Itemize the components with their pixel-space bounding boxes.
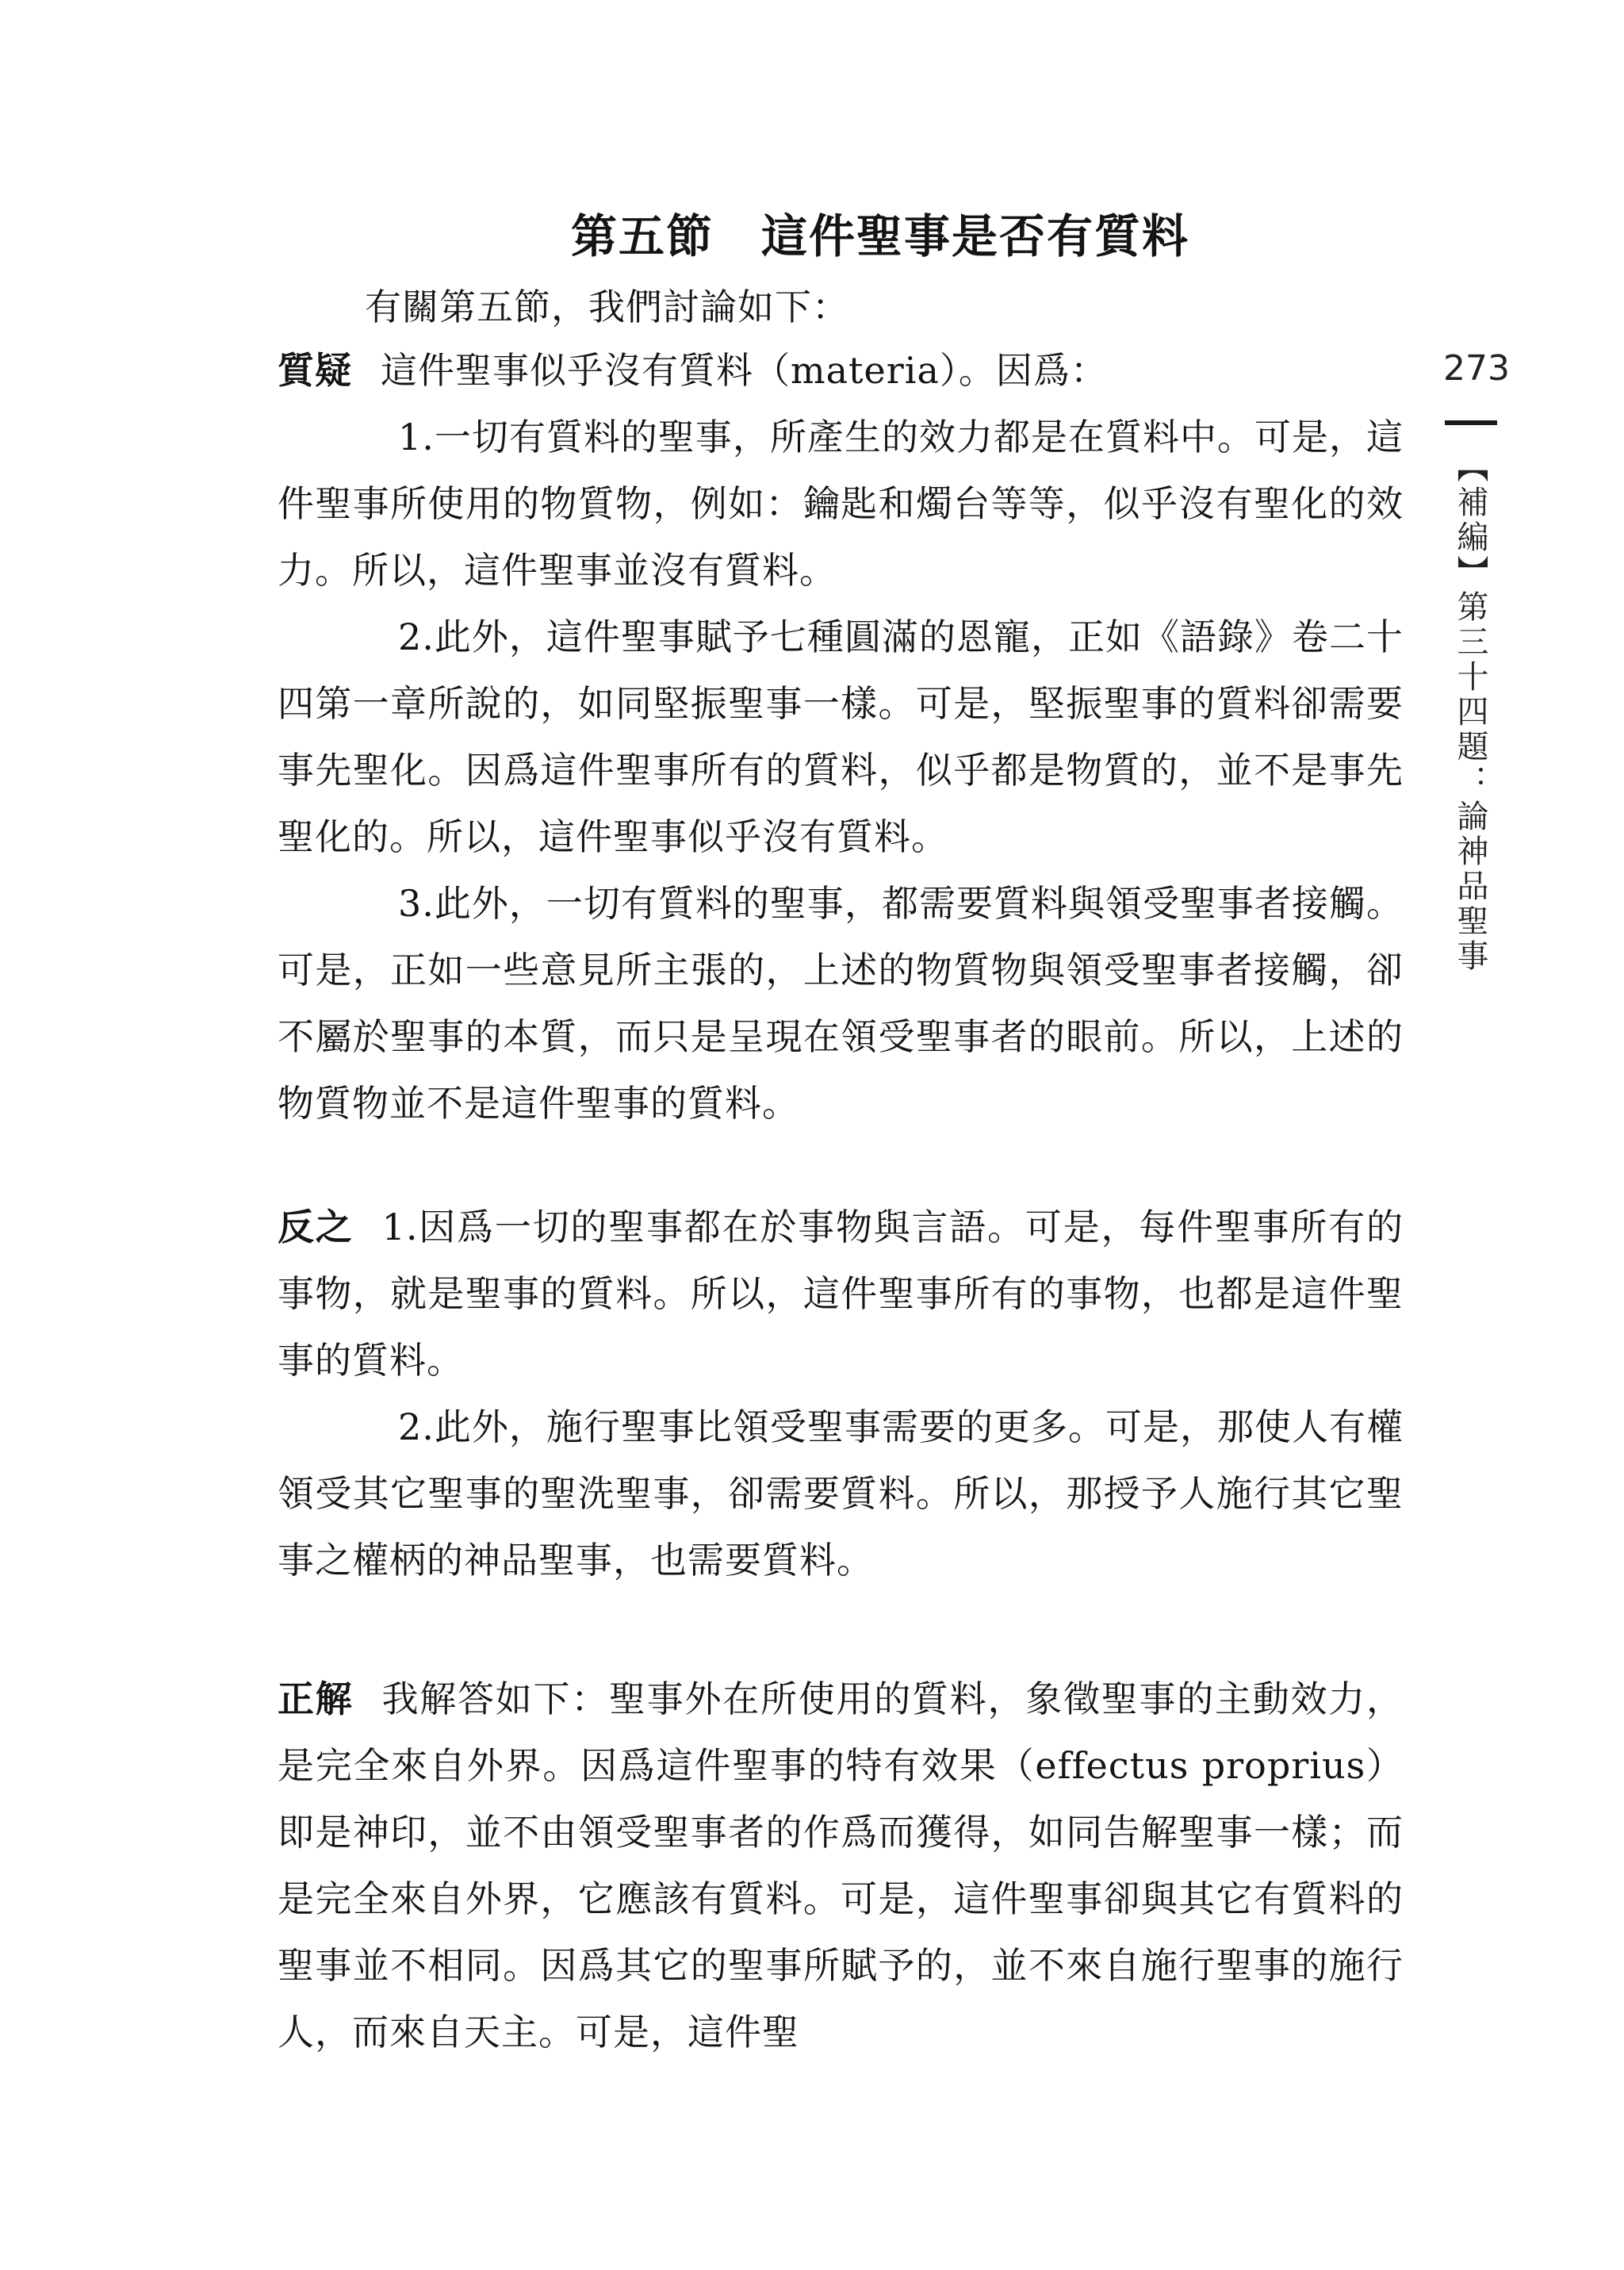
- contra-second: 2.此外，施行聖事比領受聖事需要的更多。可是，那使人有權領受其它聖事的聖洗聖事，卻需要質料。所以，那授予人施行其它聖事之權柄的神品聖事，也需要質料。: [278, 1405, 1404, 1582]
- answer-text: 我解答如下：聖事外在所使用的質料，象徵聖事的主動效力，是完全來自外界。因爲這件聖事的特有效果（effectus proprius）即是神印，並不由領受聖事者的作爲而獲得，如同告解聖事一樣；而是完全來自外界，它應該有質料。可是，這件聖事卻與其它有質料的聖事並不相同。因爲其它的聖事所賦予的，並不來自施行聖事的施行人，而來自天主。可是，這件聖: [278, 1678, 1404, 2053]
- objection-lead: 這件聖事似乎沒有質料（materia）。因爲：: [381, 349, 1108, 392]
- answer-label: 正解: [278, 1678, 354, 1720]
- objection-point-3: 3.此外，一切有質料的聖事，都需要質料與領受聖事者接觸。可是，正如一些意見所主張的，上述的物質物與領受聖事者接觸，卻不屬於聖事的本質，而只是呈現在領受聖事者的眼前。所以，上述的物質物並不是這件聖事的質料。: [278, 882, 1404, 1125]
- contra-first: 1.因爲一切的聖事都在於事物與言語。可是，每件聖事所有的事物，就是聖事的質料。所以，這件聖事所有的事物，也都是這件聖事的質料。: [278, 1206, 1404, 1382]
- contra-first-paragraph: [278, 1194, 1404, 1394]
- contra-label: 反之: [278, 1206, 354, 1248]
- header-rule: [1445, 420, 1497, 425]
- contra-block: [278, 1194, 1404, 1593]
- objection-point-1: 1.一切有質料的聖事，所產生的效力都是在質料中。可是，這件聖事所使用的物質物，例如：鑰匙和燭台等等，似乎沒有聖化的效力。所以，這件聖事並沒有質料。: [278, 416, 1404, 592]
- section-title: 第五節 這件聖事是否有質料: [570, 209, 1189, 263]
- page-number: 273: [1443, 348, 1510, 389]
- objection-lead-paragraph: [278, 337, 1404, 404]
- running-header: 【補編】第三十四題：論神品聖事: [1452, 451, 1488, 974]
- objection-block: [278, 337, 1404, 1137]
- answer-paragraph: [278, 1666, 1404, 2065]
- objection-label: 質疑: [278, 349, 352, 392]
- intro-paragraph: 有關第五節，我們討論如下：: [365, 286, 849, 328]
- answer-block: [278, 1666, 1404, 2065]
- intro-block: [278, 274, 1404, 340]
- objection-point-2: 2.此外，這件聖事賦予七種圓滿的恩寵，正如《語錄》卷二十四第一章所說的，如同堅振聖事一樣。可是，堅振聖事的質料卻需要事先聖化。因爲這件聖事所有的質料，似乎都是物質的，並不是事先聖化的。所以，這件聖事似乎沒有質料。: [278, 615, 1404, 858]
